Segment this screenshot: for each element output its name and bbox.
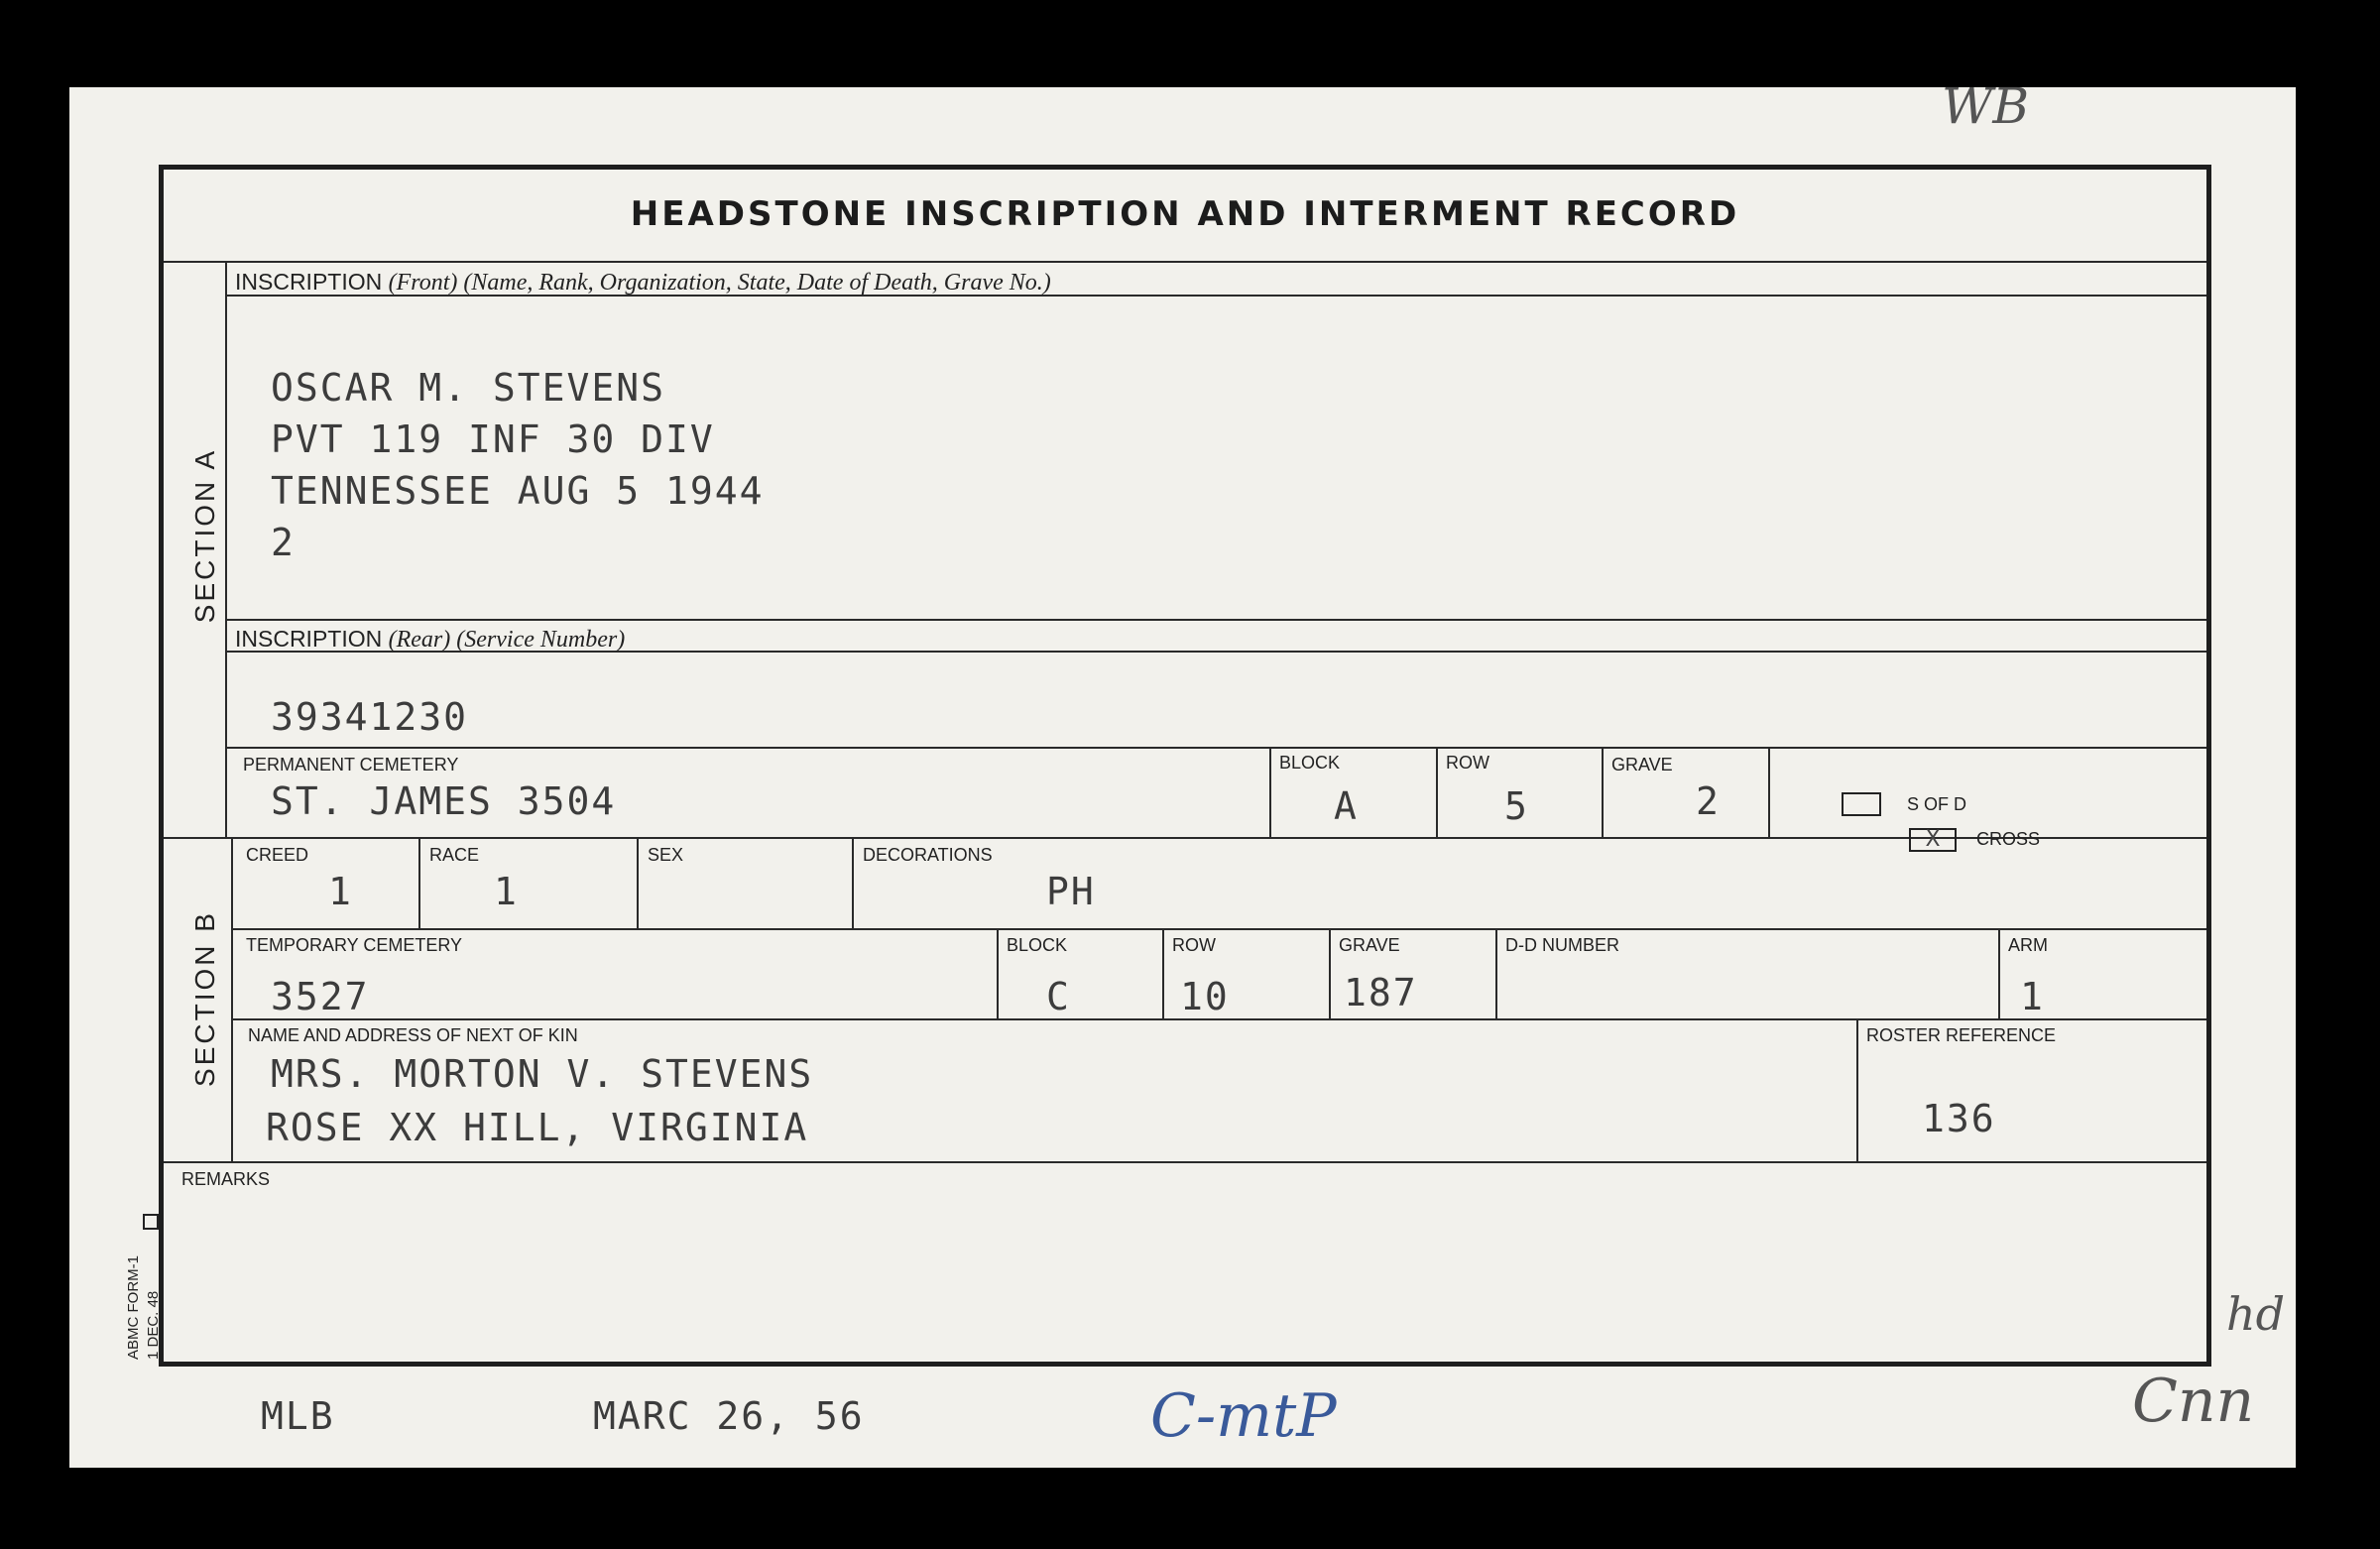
temporary-cemetery-label: TEMPORARY CEMETERY	[246, 935, 463, 955]
race-value: 1	[494, 870, 519, 913]
cross-checkbox[interactable]: X	[1909, 828, 1957, 852]
temp-block-label: BLOCK	[1007, 935, 1068, 955]
form-id-line-1: ABMC FORM-1	[125, 1255, 142, 1360]
form-paper	[69, 77, 2296, 1468]
cross-label: CROSS	[1976, 829, 2041, 849]
row-value: 5	[1504, 784, 1529, 828]
temporary-cemetery-value: 3527	[271, 975, 370, 1018]
section-a-label: SECTION A	[189, 447, 220, 624]
inscription-front-line-4: 2	[271, 521, 296, 564]
footer-date: MARC 26, 56	[593, 1394, 865, 1438]
handwritten-corner-mark: WB	[1942, 77, 2030, 135]
sex-label: SEX	[648, 845, 684, 865]
permanent-cemetery-value: ST. JAMES 3504	[271, 779, 617, 823]
form-id-line-2: 1 DEC. 48	[145, 1290, 162, 1360]
decorations-label: DECORATIONS	[863, 845, 993, 865]
permanent-cemetery-label: PERMANENT CEMETERY	[243, 755, 459, 774]
roster-reference-label: ROSTER REFERENCE	[1866, 1025, 2057, 1045]
temp-row-value: 10	[1180, 975, 1230, 1018]
form-frame	[159, 165, 2211, 1367]
temp-grave-value: 187	[1344, 971, 1418, 1014]
service-number: 39341230	[271, 695, 469, 739]
handwritten-right-mark-2: Cnn	[2132, 1367, 2255, 1436]
section-b-label: SECTION B	[189, 910, 220, 1087]
race-label: RACE	[429, 845, 480, 865]
form-title: HEADSTONE INSCRIPTION AND INTERMENT RECORD	[630, 194, 1740, 234]
next-of-kin-line-2: ROSE XX HILL, VIRGINIA	[266, 1106, 809, 1149]
remarks-label: REMARKS	[181, 1169, 271, 1189]
decorations-value: PH	[1046, 870, 1096, 913]
grave-label: GRAVE	[1611, 755, 1673, 774]
arm-value: 1	[2020, 975, 2045, 1018]
temp-grave-label: GRAVE	[1339, 935, 1400, 955]
inscription-front-label: INSCRIPTION (Front) (Name, Rank, Organization, State, Date of Death, Grave No.)	[235, 269, 1051, 296]
next-of-kin-line-1: MRS. MORTON V. STEVENS	[271, 1052, 814, 1096]
creed-value: 1	[328, 870, 353, 913]
s-of-d-checkbox[interactable]	[1842, 792, 1881, 816]
handwritten-note: C-mtP	[1150, 1381, 1337, 1451]
form-id-checkbox	[143, 1214, 159, 1230]
inscription-front-line-3: TENNESSEE AUG 5 1944	[271, 469, 765, 513]
inscription-front-line-1: OSCAR M. STEVENS	[271, 366, 666, 410]
temp-block-value: C	[1046, 975, 1071, 1018]
inscription-rear-label: INSCRIPTION (Rear) (Service Number)	[235, 626, 626, 653]
block-value: A	[1334, 784, 1359, 828]
inscription-front-line-2: PVT 119 INF 30 DIV	[271, 417, 715, 461]
dd-number-label: D-D NUMBER	[1505, 935, 1619, 955]
footer-initials: MLB	[261, 1394, 335, 1438]
block-label: BLOCK	[1279, 753, 1341, 773]
arm-label: ARM	[2008, 935, 2048, 955]
s-of-d-label: S OF D	[1907, 794, 1967, 814]
temp-row-label: ROW	[1172, 935, 1216, 955]
creed-label: CREED	[246, 845, 309, 865]
roster-reference-value: 136	[1922, 1097, 1996, 1140]
row-label: ROW	[1446, 753, 1489, 773]
handwritten-right-mark-1: hd	[2226, 1287, 2286, 1341]
next-of-kin-label: NAME AND ADDRESS OF NEXT OF KIN	[248, 1025, 578, 1045]
grave-value: 2	[1696, 779, 1721, 823]
